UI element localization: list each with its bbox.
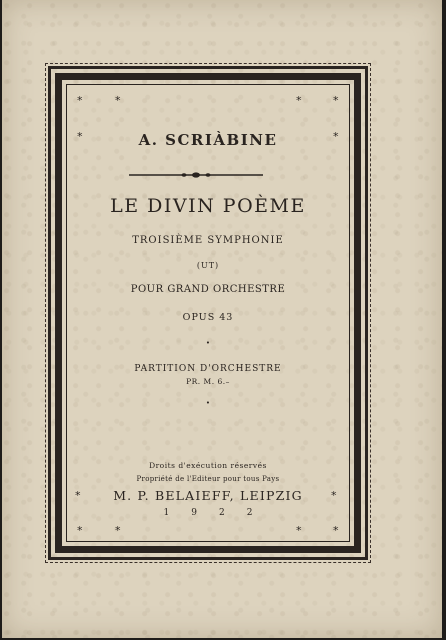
cover-content [51,69,365,557]
price: PR. M. 6.– [186,377,230,386]
dot-ornament-lower: • [205,399,211,407]
star-ornament-top-left-outer: * [77,94,83,107]
publisher-name: M. P. BELAIEFF, LEIPZIG [113,488,303,503]
ornamental-border [48,66,368,560]
star-ornament-right-mid: * [333,130,339,143]
dot-ornament-upper: • [205,339,211,347]
rights-reserved: Droits d'exécution réservés [149,461,267,470]
score-type: PARTITION D'ORCHESTRE [134,364,282,374]
star-ornament-publisher-left: * [75,489,81,502]
publisher-property: Propriété de l'Editeur pour tous Pays [136,475,280,483]
work-title: LE DIVIN POÈME [110,195,306,217]
star-ornament-left-mid: * [77,130,83,143]
orchestration: POUR GRAND ORCHESTRE [130,284,286,295]
opus-number: OPUS 43 [182,312,234,323]
star-ornament-top-right-inner: * [296,94,302,107]
star-ornament-bottom-right-inner: * [296,524,302,537]
star-ornament-bottom-right-outer: * [333,524,339,537]
cover-page [2,0,442,638]
work-subtitle: TROISIÈME SYMPHONIE [132,235,284,246]
star-ornament-top-left-inner: * [115,94,121,107]
star-ornament-bottom-left-inner: * [115,524,121,537]
star-ornament-top-right-outer: * [333,94,339,107]
ornamental-divider [129,172,263,178]
star-ornament-publisher-right: * [331,489,337,502]
composer-name: A. SCRIÀBINE [138,131,278,149]
star-ornament-bottom-left-outer: * [77,524,83,537]
publication-year: 1922 [163,508,275,518]
work-key: (UT) [196,261,220,270]
